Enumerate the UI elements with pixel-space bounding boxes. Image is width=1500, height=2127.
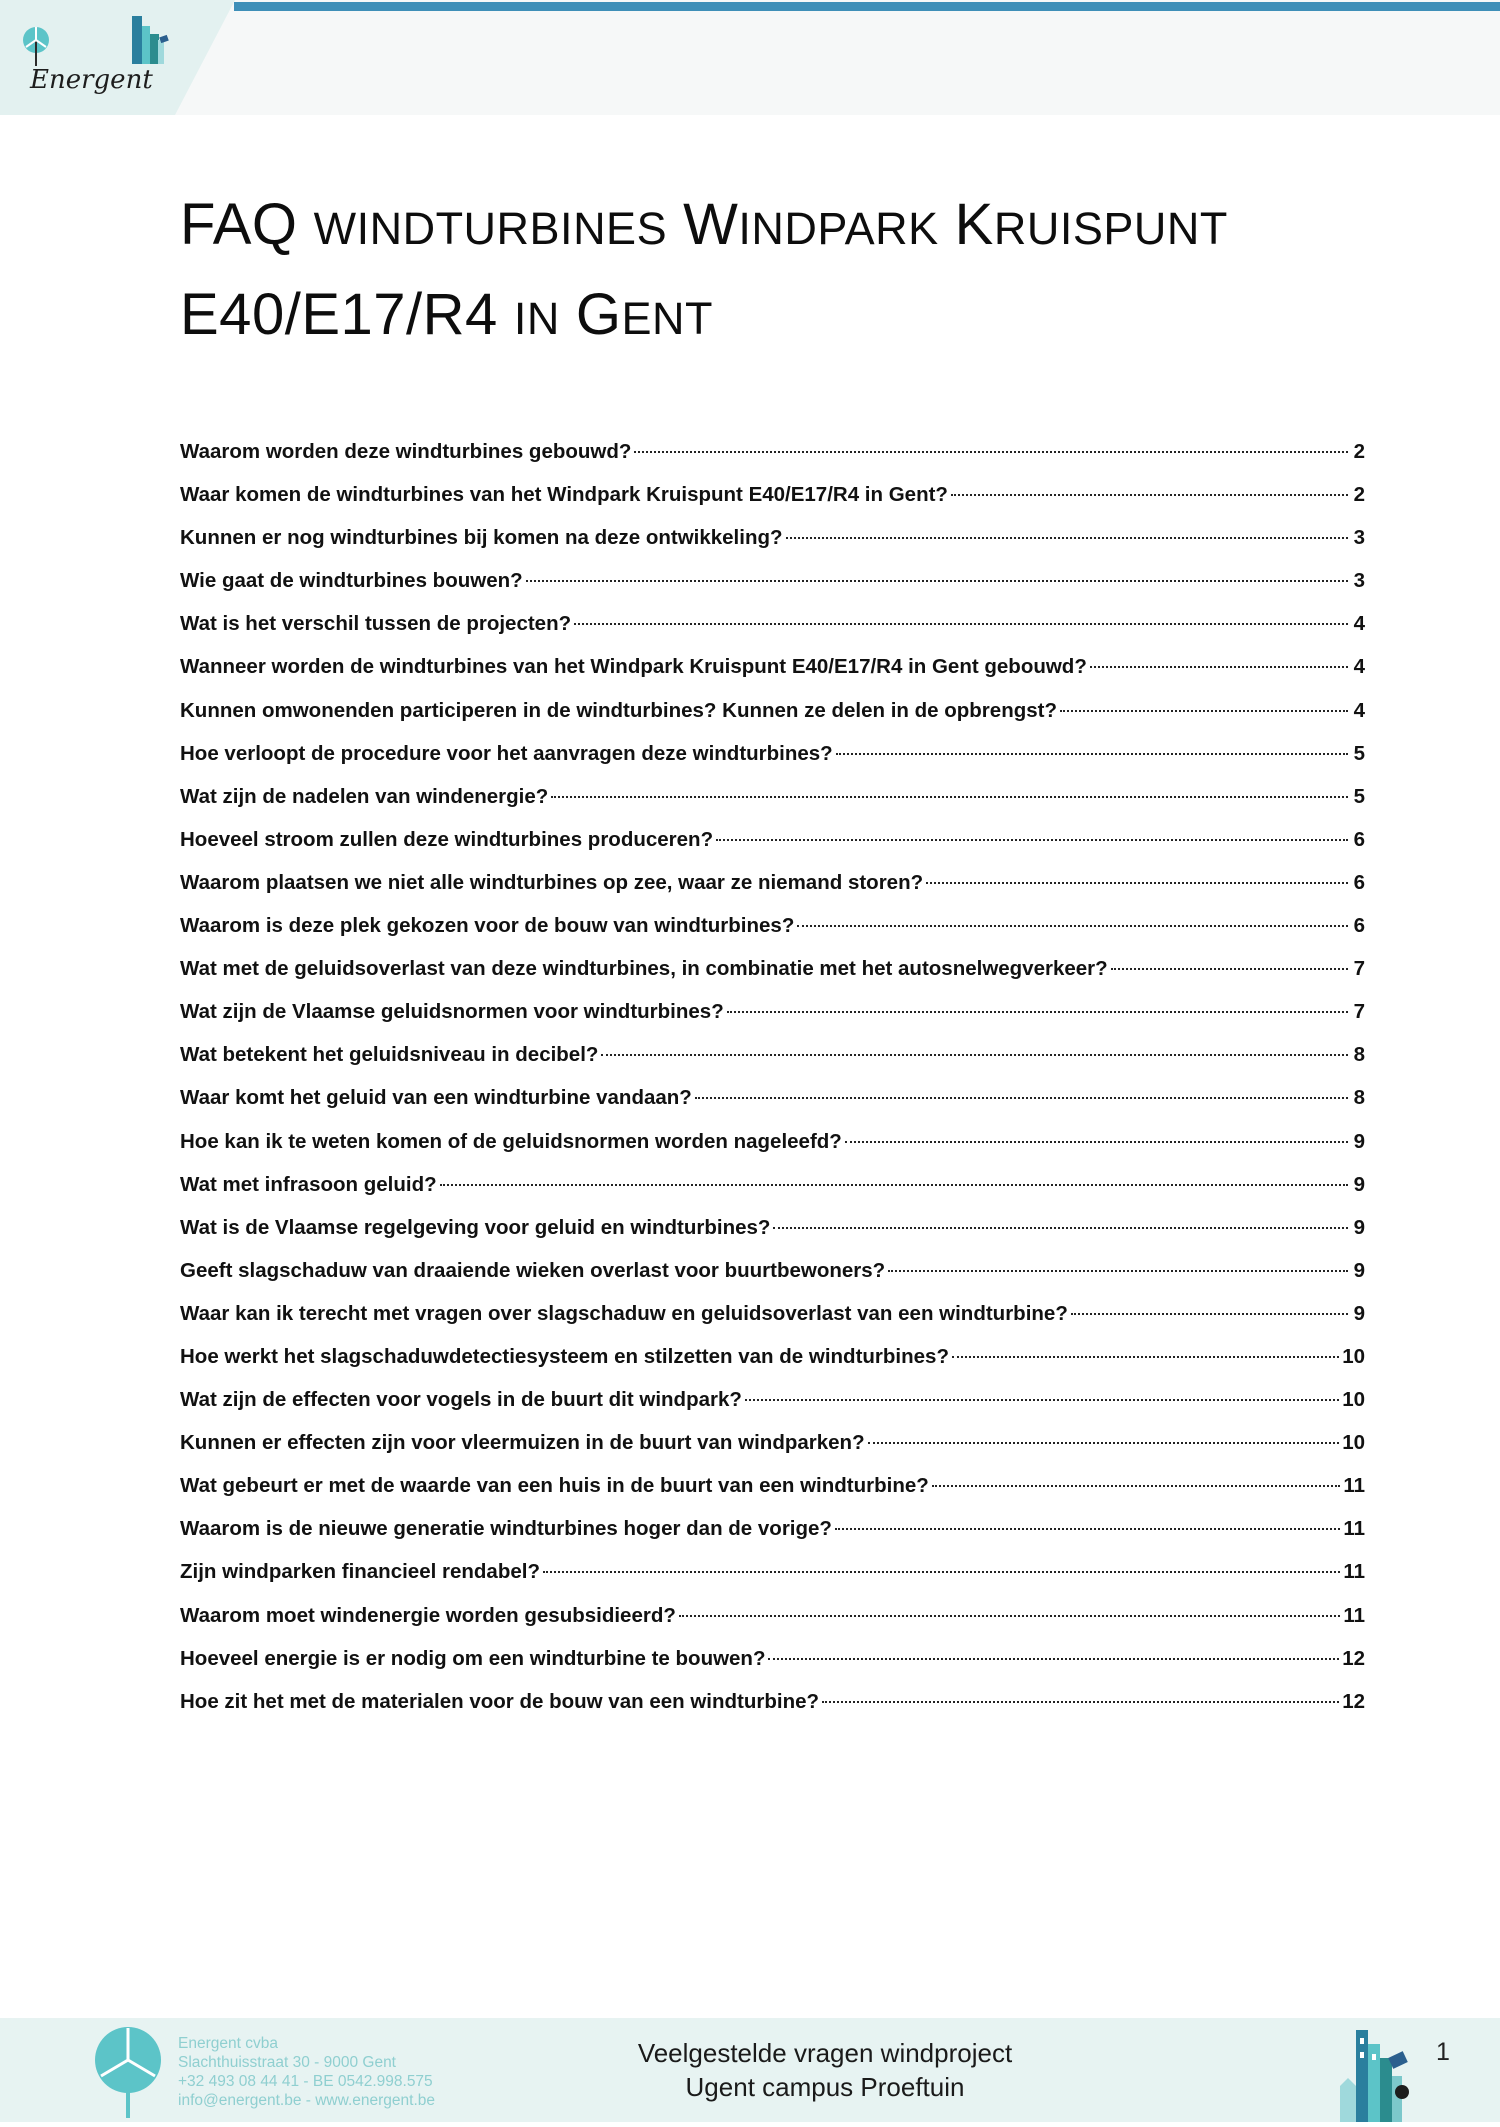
toc-entry-title: Waar komt het geluid van een windturbine vandaan? <box>180 1086 692 1110</box>
toc-leader <box>634 451 1348 453</box>
footer-company-info <box>178 2034 438 2110</box>
table-of-contents <box>180 430 1365 1723</box>
toc-entry-title: Kunnen er nog windturbines bij komen na deze ontwikkeling? <box>180 526 783 550</box>
toc-entry-page: 9 <box>1353 1172 1365 1196</box>
footer-title-line1: Veelgestelde vragen windproject <box>637 2038 1013 2068</box>
toc-entry-title: Wat betekent het geluidsniveau in decibel? <box>180 1043 599 1067</box>
toc-entry-page: 4 <box>1353 612 1365 636</box>
toc-leader <box>745 1399 1339 1401</box>
toc-entry-page: 6 <box>1353 827 1365 851</box>
toc-entry[interactable] <box>180 1292 1365 1335</box>
toc-entry-title: Geeft slagschaduw van draaiende wieken overlast voor buurtbewoners? <box>180 1258 886 1282</box>
toc-entry[interactable] <box>180 1249 1365 1292</box>
toc-entry-page: 9 <box>1353 1258 1365 1282</box>
toc-leader <box>951 494 1348 496</box>
toc-leader <box>835 1528 1340 1530</box>
toc-entry[interactable] <box>180 1076 1365 1119</box>
toc-entry[interactable] <box>180 602 1365 645</box>
toc-entry-page: 3 <box>1353 569 1365 593</box>
toc-leader <box>601 1054 1348 1056</box>
toc-entry-title: Hoeveel stroom zullen deze windturbines produceren? <box>180 827 714 851</box>
toc-entry[interactable] <box>180 1507 1365 1550</box>
toc-leader <box>526 580 1348 582</box>
toc-entry-title: Kunnen er effecten zijn voor vleermuizen in de buurt van windparken? <box>180 1431 865 1455</box>
toc-leader <box>932 1485 1341 1487</box>
toc-entry-page: 2 <box>1353 483 1365 507</box>
toc-entry-title: Hoe kan ik te weten komen of de geluidsnormen worden nageleefd? <box>180 1129 842 1153</box>
toc-leader <box>679 1615 1340 1617</box>
toc-entry-title: Hoeveel energie is er nodig om een windturbine te bouwen? <box>180 1646 766 1670</box>
toc-entry[interactable] <box>180 1594 1365 1637</box>
toc-entry-title: Kunnen omwonenden participeren in de windturbines? Kunnen ze delen in de opbrengst? <box>180 698 1057 722</box>
toc-entry-page: 6 <box>1353 870 1365 894</box>
footer-title-line2: Ugent campus Proeftuin <box>685 2072 965 2102</box>
toc-entry-page: 9 <box>1353 1215 1365 1239</box>
toc-entry-page: 8 <box>1353 1086 1365 1110</box>
toc-leader <box>836 753 1348 755</box>
company-phone-vat: +32 493 08 44 41 - BE 0542.998.575 <box>178 2073 433 2090</box>
toc-leader <box>1071 1313 1348 1315</box>
toc-entry[interactable] <box>180 1421 1365 1464</box>
turbine-icon <box>88 2024 168 2118</box>
toc-leader <box>1090 666 1348 668</box>
toc-entry-page: 9 <box>1353 1129 1365 1153</box>
toc-leader <box>440 1184 1348 1186</box>
toc-leader <box>543 1571 1340 1573</box>
company-name: Energent cvba <box>178 2035 278 2052</box>
toc-entry-page: 4 <box>1353 655 1365 679</box>
toc-entry[interactable] <box>180 473 1365 516</box>
toc-entry-title: Hoe werkt het slagschaduwdetectiesysteem en stilzetten van de windturbines? <box>180 1344 949 1368</box>
toc-leader <box>786 537 1348 539</box>
toc-entry-page: 6 <box>1353 914 1365 938</box>
toc-entry[interactable] <box>180 947 1365 990</box>
toc-entry-page: 10 <box>1342 1431 1365 1455</box>
toc-entry-page: 9 <box>1353 1301 1365 1325</box>
toc-entry-title: Hoe zit het met de materialen voor de bouw van een windturbine? <box>180 1689 820 1713</box>
toc-entry-title: Waarom moet windenergie worden gesubsidieerd? <box>180 1603 676 1627</box>
footer-city-logo <box>1330 2026 1420 2127</box>
toc-entry[interactable] <box>180 861 1365 904</box>
toc-entry-page: 7 <box>1353 1000 1365 1024</box>
toc-entry[interactable] <box>180 1680 1365 1723</box>
toc-leader <box>695 1097 1348 1099</box>
toc-leader <box>716 839 1348 841</box>
toc-entry-title: Wat zijn de effecten voor vogels in de buurt dit windpark? <box>180 1388 742 1412</box>
toc-entry-title: Wat zijn de nadelen van windenergie? <box>180 784 549 808</box>
toc-leader <box>845 1141 1348 1143</box>
toc-entry-title: Waar komen de windturbines van het Windpark Kruispunt E40/E17/R4 in Gent? <box>180 483 948 507</box>
toc-entry[interactable] <box>180 689 1365 732</box>
toc-entry[interactable] <box>180 818 1365 861</box>
toc-entry-page: 4 <box>1353 698 1365 722</box>
toc-entry-title: Wanneer worden de windturbines van het Windpark Kruispunt E40/E17/R4 in Gent gebouwd? <box>180 655 1087 679</box>
page-title: FAQ WINDTURBINES WINDPARK KRUISPUNT E40/E17/R4 IN GENT <box>180 192 1228 347</box>
toc-entry-title: Zijn windparken financieel rendabel? <box>180 1560 540 1584</box>
toc-leader <box>1060 710 1348 712</box>
toc-leader <box>868 1442 1340 1444</box>
toc-entry-title: Wat met de geluidsoverlast van deze windturbines, in combinatie met het autosnelwegverkeer? <box>180 957 1108 981</box>
toc-entry-title: Wat is de Vlaamse regelgeving voor geluid en windturbines? <box>180 1215 771 1239</box>
toc-leader <box>952 1356 1339 1358</box>
toc-entry-page: 7 <box>1353 957 1365 981</box>
toc-leader <box>822 1701 1339 1703</box>
toc-leader <box>1111 968 1348 970</box>
toc-leader <box>727 1011 1348 1013</box>
toc-entry-page: 11 <box>1343 1517 1365 1541</box>
toc-leader <box>797 925 1348 927</box>
toc-entry[interactable] <box>180 1550 1365 1593</box>
company-address: Slachthuisstraat 30 - 9000 Gent <box>178 2054 396 2071</box>
company-web[interactable]: info@energent.be - www.energent.be <box>178 2092 436 2109</box>
toc-entry[interactable] <box>180 1163 1365 1206</box>
footer-document-title <box>560 2036 1090 2104</box>
toc-entry[interactable] <box>180 904 1365 947</box>
toc-entry[interactable] <box>180 990 1365 1033</box>
toc-leader <box>768 1658 1339 1660</box>
toc-entry-title: Hoe verloopt de procedure voor het aanvragen deze windturbines? <box>180 741 833 765</box>
energent-logo-graphic <box>0 0 235 115</box>
toc-entry-page: 2 <box>1353 440 1365 463</box>
toc-entry-page: 5 <box>1353 784 1365 808</box>
toc-entry-title: Waarom worden deze windturbines gebouwd? <box>180 440 632 463</box>
toc-leader <box>888 1270 1348 1272</box>
toc-entry[interactable] <box>180 1206 1365 1249</box>
toc-entry[interactable] <box>180 1378 1365 1421</box>
toc-entry-page: 10 <box>1342 1344 1365 1368</box>
energent-logo <box>0 0 235 115</box>
toc-entry-title: Waarom is deze plek gekozen voor de bouw van windturbines? <box>180 914 795 938</box>
toc-entry[interactable] <box>180 645 1365 688</box>
toc-entry[interactable] <box>180 516 1365 559</box>
toc-leader <box>574 623 1348 625</box>
page-number: 1 <box>1436 2038 1450 2066</box>
toc-entry-title: Waarom is de nieuwe generatie windturbines hoger dan de vorige? <box>180 1517 832 1541</box>
toc-entry[interactable] <box>180 1335 1365 1378</box>
toc-leader <box>926 882 1348 884</box>
toc-entry-page: 8 <box>1353 1043 1365 1067</box>
toc-entry-title: Wie gaat de windturbines bouwen? <box>180 569 523 593</box>
toc-entry[interactable] <box>180 732 1365 775</box>
city-icon <box>1330 2026 1420 2122</box>
toc-entry-title: Wat zijn de Vlaamse geluidsnormen voor windturbines? <box>180 1000 724 1024</box>
toc-entry[interactable] <box>180 1120 1365 1163</box>
toc-entry[interactable] <box>180 430 1365 473</box>
toc-entry-page: 11 <box>1343 1603 1365 1627</box>
footer-turbine-logo <box>88 2024 168 2123</box>
toc-entry[interactable] <box>180 1637 1365 1680</box>
toc-entry-page: 5 <box>1353 741 1365 765</box>
header-accent-bar <box>234 2 1500 11</box>
toc-entry-page: 3 <box>1353 526 1365 550</box>
toc-leader <box>551 796 1348 798</box>
toc-leader <box>773 1227 1348 1229</box>
toc-entry-title: Wat gebeurt er met de waarde van een huis in de buurt van een windturbine? <box>180 1474 929 1498</box>
toc-entry[interactable] <box>180 1033 1365 1076</box>
toc-entry-title: Waar kan ik terecht met vragen over slagschaduw en geluidsoverlast van een windturbine? <box>180 1301 1068 1325</box>
toc-entry-title: Wat is het verschil tussen de projecten? <box>180 612 572 636</box>
toc-entry[interactable] <box>180 1464 1365 1507</box>
toc-entry[interactable] <box>180 775 1365 818</box>
toc-entry-page: 10 <box>1342 1388 1365 1412</box>
toc-entry-title: Waarom plaatsen we niet alle windturbines op zee, waar ze niemand storen? <box>180 870 924 894</box>
toc-entry[interactable] <box>180 559 1365 602</box>
toc-entry-page: 12 <box>1342 1689 1365 1713</box>
toc-entry-page: 11 <box>1343 1560 1365 1584</box>
logo-wordmark: Energent <box>30 65 153 95</box>
toc-entry-page: 12 <box>1342 1646 1365 1670</box>
toc-entry-title: Wat met infrasoon geluid? <box>180 1172 437 1196</box>
toc-entry-page: 11 <box>1343 1474 1365 1498</box>
